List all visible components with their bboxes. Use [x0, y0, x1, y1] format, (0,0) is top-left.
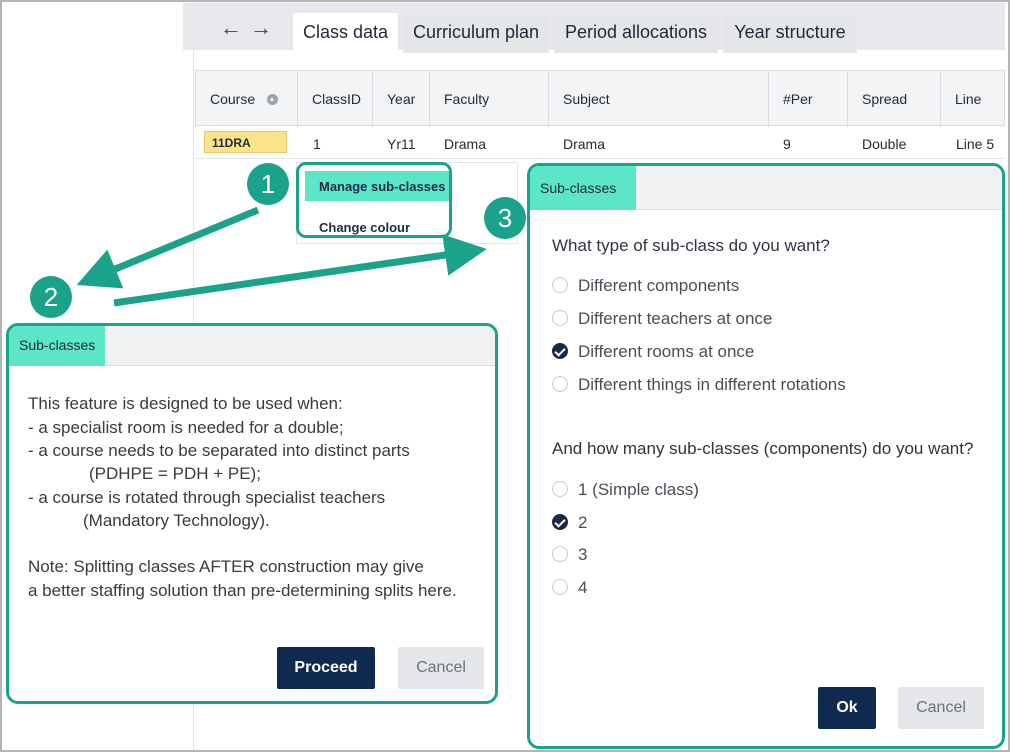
info-line: - a course needs to be separated into distinct parts [28, 441, 410, 460]
ok-button[interactable]: Ok [818, 687, 876, 729]
forward-arrow-icon[interactable]: → [250, 15, 272, 40]
column-header-subject[interactable]: Subject [549, 71, 769, 127]
callout-badge-3: 3 [484, 197, 526, 239]
cell-spread: Double [862, 136, 907, 152]
cancel-button[interactable]: Cancel [898, 687, 984, 729]
cancel-button[interactable]: Cancel [398, 647, 484, 689]
info-line: (PDHPE = PDH + PE); [89, 464, 261, 483]
column-header-classid[interactable]: ClassID [298, 71, 373, 127]
cell-year: Yr11 [387, 136, 416, 152]
back-arrow-icon[interactable]: ← [220, 15, 242, 40]
info-line: - a course is rotated through specialist teachers [28, 488, 386, 507]
info-line: (Mandatory Technology). [83, 511, 270, 530]
menu-item-change-colour[interactable]: Change colour [319, 220, 411, 235]
info-note-line: a better staffing solution than pre-determining splits here. [28, 581, 457, 600]
column-header-spread[interactable]: Spread [848, 71, 941, 127]
cell-line: Line 5 [956, 136, 995, 152]
callout-badge-2: 2 [30, 276, 72, 318]
question-type: What type of sub-class do you want? [552, 236, 830, 255]
question-count: And how many sub-classes (components) do you want? [552, 439, 974, 458]
cell-per: 9 [783, 136, 791, 152]
dialog-title: Sub-classes [530, 166, 636, 210]
tab-year-structure[interactable]: Year structure [723, 13, 857, 53]
arrow-to-step-3 [114, 252, 466, 303]
option-label[interactable]: 3 [578, 545, 588, 564]
cell-classid: 1 [313, 136, 321, 152]
option-label[interactable]: 4 [578, 578, 588, 597]
column-header-year[interactable]: Year [373, 71, 430, 127]
info-note-line: Note: Splitting classes AFTER construction may give [28, 557, 424, 576]
info-line: - a specialist room is needed for a double; [28, 418, 344, 437]
cell-subject: Drama [563, 136, 606, 152]
callout-badge-1: 1 [247, 163, 289, 205]
arrow-to-step-2 [96, 210, 258, 277]
option-label[interactable]: 2 [578, 513, 588, 532]
option-label[interactable]: 1 (Simple class) [578, 480, 699, 499]
course-chip[interactable]: 11DRA [204, 131, 287, 153]
dialog-title: Sub-classes [9, 326, 105, 366]
option-label[interactable]: Different things in different rotations [578, 375, 846, 394]
tab-curriculum-plan[interactable]: Curriculum plan [403, 13, 549, 53]
menu-item-manage-sub-classes[interactable]: Manage sub-classes [305, 171, 449, 201]
tab-class-data[interactable]: Class data [293, 13, 398, 53]
column-header-per[interactable]: #Per [769, 71, 848, 127]
column-header-faculty[interactable]: Faculty [430, 71, 549, 127]
info-line: This feature is designed to be used when: [28, 394, 343, 413]
column-header-course[interactable]: Course [196, 71, 298, 127]
proceed-button[interactable]: Proceed [277, 647, 375, 689]
option-label[interactable]: Different components [578, 276, 740, 295]
option-label[interactable]: Different rooms at once [578, 342, 755, 361]
column-header-line[interactable]: Line [955, 91, 982, 107]
cell-faculty: Drama [444, 136, 487, 152]
tab-period-allocations[interactable]: Period allocations [554, 13, 718, 53]
option-label[interactable]: Different teachers at once [578, 309, 773, 328]
